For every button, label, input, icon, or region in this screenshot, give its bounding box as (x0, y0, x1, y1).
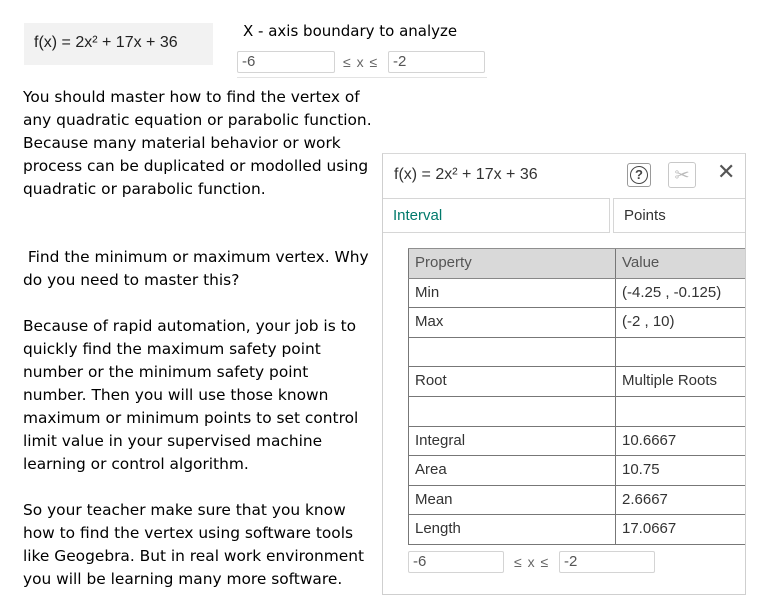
interval-min-input[interactable]: -6 (408, 551, 504, 573)
function-formula: f(x) = 2x² + 17x + 36 (34, 34, 178, 51)
close-icon[interactable]: ✕ (717, 159, 736, 184)
header-property: Property (408, 249, 616, 278)
value-cell: 10.75 (622, 461, 660, 479)
table-row (408, 338, 745, 368)
table-row (408, 367, 745, 397)
value-cell: (-2 , 10) (622, 313, 675, 331)
table-row (408, 427, 745, 457)
property-cell: Max (408, 308, 616, 337)
table-row (408, 486, 745, 516)
tab-interval[interactable]: Interval (383, 198, 610, 233)
teacher-paragraph: So your teacher make sure that you know how to find the vertex using software tools like Geogebra. But in real work environment you will be learning many more software. (23, 501, 365, 588)
value-cell: 2.6667 (622, 490, 668, 508)
copy-points-button[interactable] (668, 162, 696, 188)
property-cell: Area (408, 456, 616, 485)
property-cell: Integral (408, 427, 616, 456)
interval-max-input[interactable]: -2 (559, 551, 655, 573)
panel-title: f(x) = 2x² + 17x + 36 (394, 166, 538, 183)
help-icon: ? (630, 166, 648, 184)
scissors-icon: ✂ (674, 165, 690, 185)
help-button[interactable] (627, 163, 651, 187)
value-cell (616, 338, 745, 367)
value-cell: Multiple Roots (622, 372, 718, 390)
property-cell: Length (408, 515, 616, 544)
boundary-relation: ≤ x ≤ (343, 54, 379, 70)
automation-paragraph: Because of rapid automation, your job is to quickly find the maximum safety point number or the minimum safety point number. Then you will use those known maximum or minimum points to set control limit value in your supervised machine learning or control algorithm. (23, 317, 359, 473)
value-cell: 10.6667 (622, 431, 677, 449)
property-cell (408, 397, 616, 426)
properties-table (408, 248, 745, 545)
value-cell (616, 397, 745, 426)
function-box (24, 23, 213, 65)
tab-points[interactable]: Points (613, 198, 745, 233)
value-cell: 17.0667 (622, 520, 677, 538)
table-row (408, 515, 745, 545)
property-cell: Min (408, 279, 616, 308)
boundary-max-input[interactable]: -2 (388, 51, 485, 73)
boundary-min-input[interactable]: -6 (237, 51, 335, 73)
question-paragraph: Find the minimum or maximum vertex. Why do you need to master this? (23, 248, 374, 289)
function-inspector-panel (382, 153, 746, 595)
property-cell (408, 338, 616, 367)
boundary-label: X - axis boundary to analyze (243, 22, 458, 40)
boundary-range (237, 51, 487, 78)
interval-relation: ≤ x ≤ (514, 554, 550, 570)
panel-tabs (383, 198, 745, 235)
table-row (408, 397, 745, 427)
property-cell: Mean (408, 486, 616, 515)
table-row (408, 279, 745, 309)
intro-paragraph: You should master how to find the vertex of any quadratic equation or parabolic function. Because many material behavior or work process can be duplicated or modolled using quadratic or parabolic function. (23, 88, 372, 198)
value-cell: (-4.25 , -0.125) (622, 283, 722, 301)
table-header (408, 249, 745, 279)
table-row (408, 308, 745, 338)
table-row (408, 456, 745, 486)
header-value: Value (622, 254, 660, 271)
property-cell: Root (408, 367, 616, 396)
